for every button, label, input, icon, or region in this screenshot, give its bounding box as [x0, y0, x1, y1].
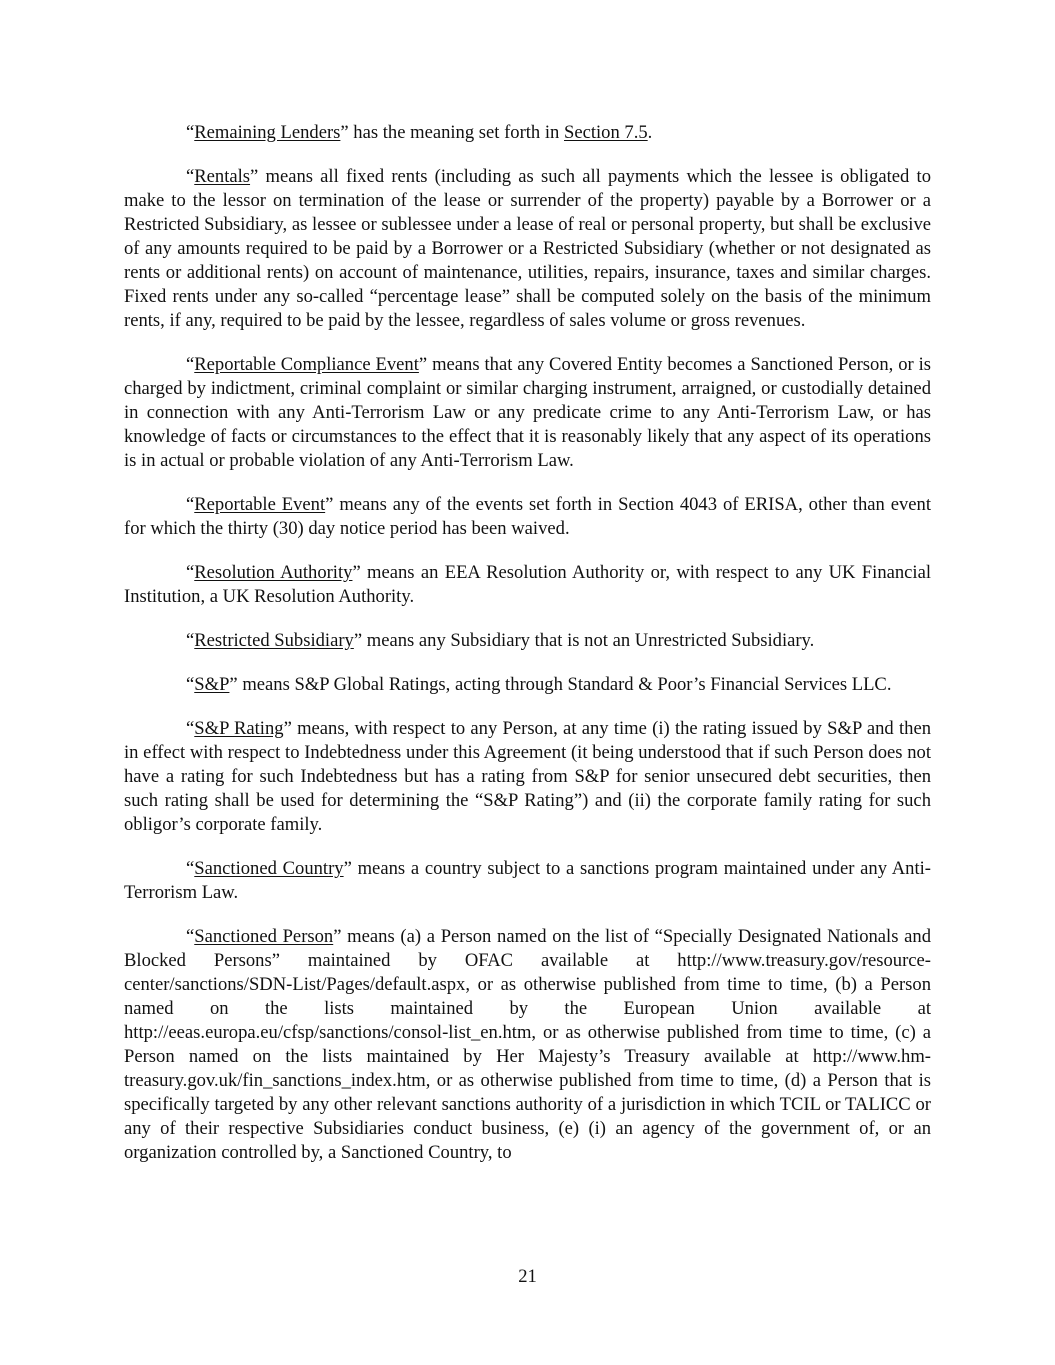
definition-restricted-subsidiary	[124, 629, 931, 653]
open-quote: “	[186, 926, 195, 947]
defined-term: Reportable Event	[194, 494, 326, 515]
definition-s-and-p	[124, 673, 931, 697]
definition-tail: .	[647, 122, 653, 143]
definition-text: ” means any of the events set forth in Section 4043 of ERISA, other than event for which the thirty (30) day notice period has been waived.	[124, 494, 932, 539]
document-body	[124, 121, 931, 1185]
definition-text: ” means S&P Global Ratings, acting through Standard & Poor’s Financial Services LLC.	[229, 674, 892, 695]
open-quote: “	[186, 494, 195, 515]
page-number: 21	[518, 1266, 537, 1287]
open-quote: “	[186, 166, 195, 187]
definition-text: ” means all fixed rents (including as such all payments which the lessee is obligated to make to the lessor on termination of the lease or surrender of the property) payable by a Borrower or a Restricted Subsidiary, as lessee or sublessee under a lease of real or personal property, but shall be exclusive of any amounts required to be paid by a Borrower or a Restricted Subsidiary (whether or not designated as rents or additional rents) on account of maintenance, utilities, repairs, insurance, taxes and similar charges. Fixed rents under any so-called “percentage lease” shall be computed solely on the basis of the minimum rents, if any, required to be paid by the lessee, regardless of sales volume or gross revenues.	[124, 166, 931, 331]
open-quote: “	[186, 674, 195, 695]
open-quote: “	[186, 122, 195, 143]
defined-term: Rentals	[194, 166, 251, 187]
definition-reportable-compliance-event	[124, 353, 931, 473]
definition-text: ” means (a) a Person named on the list of “Specially Designated Nationals and Blocked Persons” maintained by OFAC available at http://www.treasury.gov/resource-center/sanctions/SDN-List/Pages/default.aspx, or as otherwise published from time to time, (b) a Person named on the lists maintained by the European Union available at http://eeas.europa.eu/cfsp/sanctions/consol-list_en.htm, or as otherwise published from time to time, (c) a Person named on the lists maintained by Her Majesty’s Treasury available at http://www.hm-treasury.gov.uk/fin_sanctions_index.htm, or as otherwise published from time to time, (d) a Person that is specifically targeted by any other relevant sanctions authority of a jurisdiction in which TCIL or TALICC or any of their respective Subsidiaries conduct business, (e) (i) an agency of the government of, or an organization controlled by, a Sanctioned Country, to	[124, 926, 931, 1163]
definition-sanctioned-person	[124, 925, 931, 1165]
open-quote: “	[186, 354, 195, 375]
definition-rentals	[124, 165, 931, 333]
open-quote: “	[186, 718, 195, 739]
defined-term: Resolution Authority	[194, 562, 353, 583]
definition-resolution-authority	[124, 561, 931, 609]
definition-reportable-event	[124, 493, 931, 541]
definition-text: ” means that any Covered Entity becomes a Sanctioned Person, or is charged by indictment, criminal complaint or similar charging instrument, arraigned, or custodially detained in connection with any Anti-Terrorism Law or any predicate crime to any Anti-Terrorism Law, or has knowledge of facts or circumstances to the effect that it is reasonably likely that any aspect of its operations is in actual or probable violation of any Anti-Terrorism Law.	[124, 354, 931, 471]
definition-text: ” has the meaning set forth in	[340, 122, 564, 143]
defined-term: Sanctioned Person	[194, 926, 334, 947]
defined-term: Remaining Lenders	[194, 122, 341, 143]
open-quote: “	[186, 562, 195, 583]
definition-remaining-lenders	[124, 121, 931, 145]
defined-term: Reportable Compliance Event	[194, 354, 419, 375]
definition-sanctioned-country	[124, 857, 931, 905]
definition-text: ” means an EEA Resolution Authority or, with respect to any UK Financial Institution, a UK Resolution Authority.	[124, 562, 931, 607]
defined-term: Restricted Subsidiary	[194, 630, 354, 651]
open-quote: “	[186, 858, 195, 879]
section-reference: Section 7.5	[564, 122, 648, 143]
open-quote: “	[186, 630, 195, 651]
defined-term: S&P Rating	[194, 718, 284, 739]
defined-term: Sanctioned Country	[194, 858, 344, 879]
definition-s-and-p-rating	[124, 717, 931, 837]
defined-term: S&P	[194, 674, 230, 695]
definition-text: ” means any Subsidiary that is not an Unrestricted Subsidiary.	[353, 630, 815, 651]
definition-text: ” means a country subject to a sanctions program maintained under any Anti-Terrorism Law.	[124, 858, 931, 903]
definition-text: ” means, with respect to any Person, at any time (i) the rating issued by S&P and then in effect with respect to Indebtedness under this Agreement (it being understood that if such Person does not have a rating for such Indebtedness but has a rating from S&P for senior unsecured debt securities, then such rating shall be used for determining the “S&P Rating”) and (ii) the corporate family rating for such obligor’s corporate family.	[124, 718, 931, 835]
